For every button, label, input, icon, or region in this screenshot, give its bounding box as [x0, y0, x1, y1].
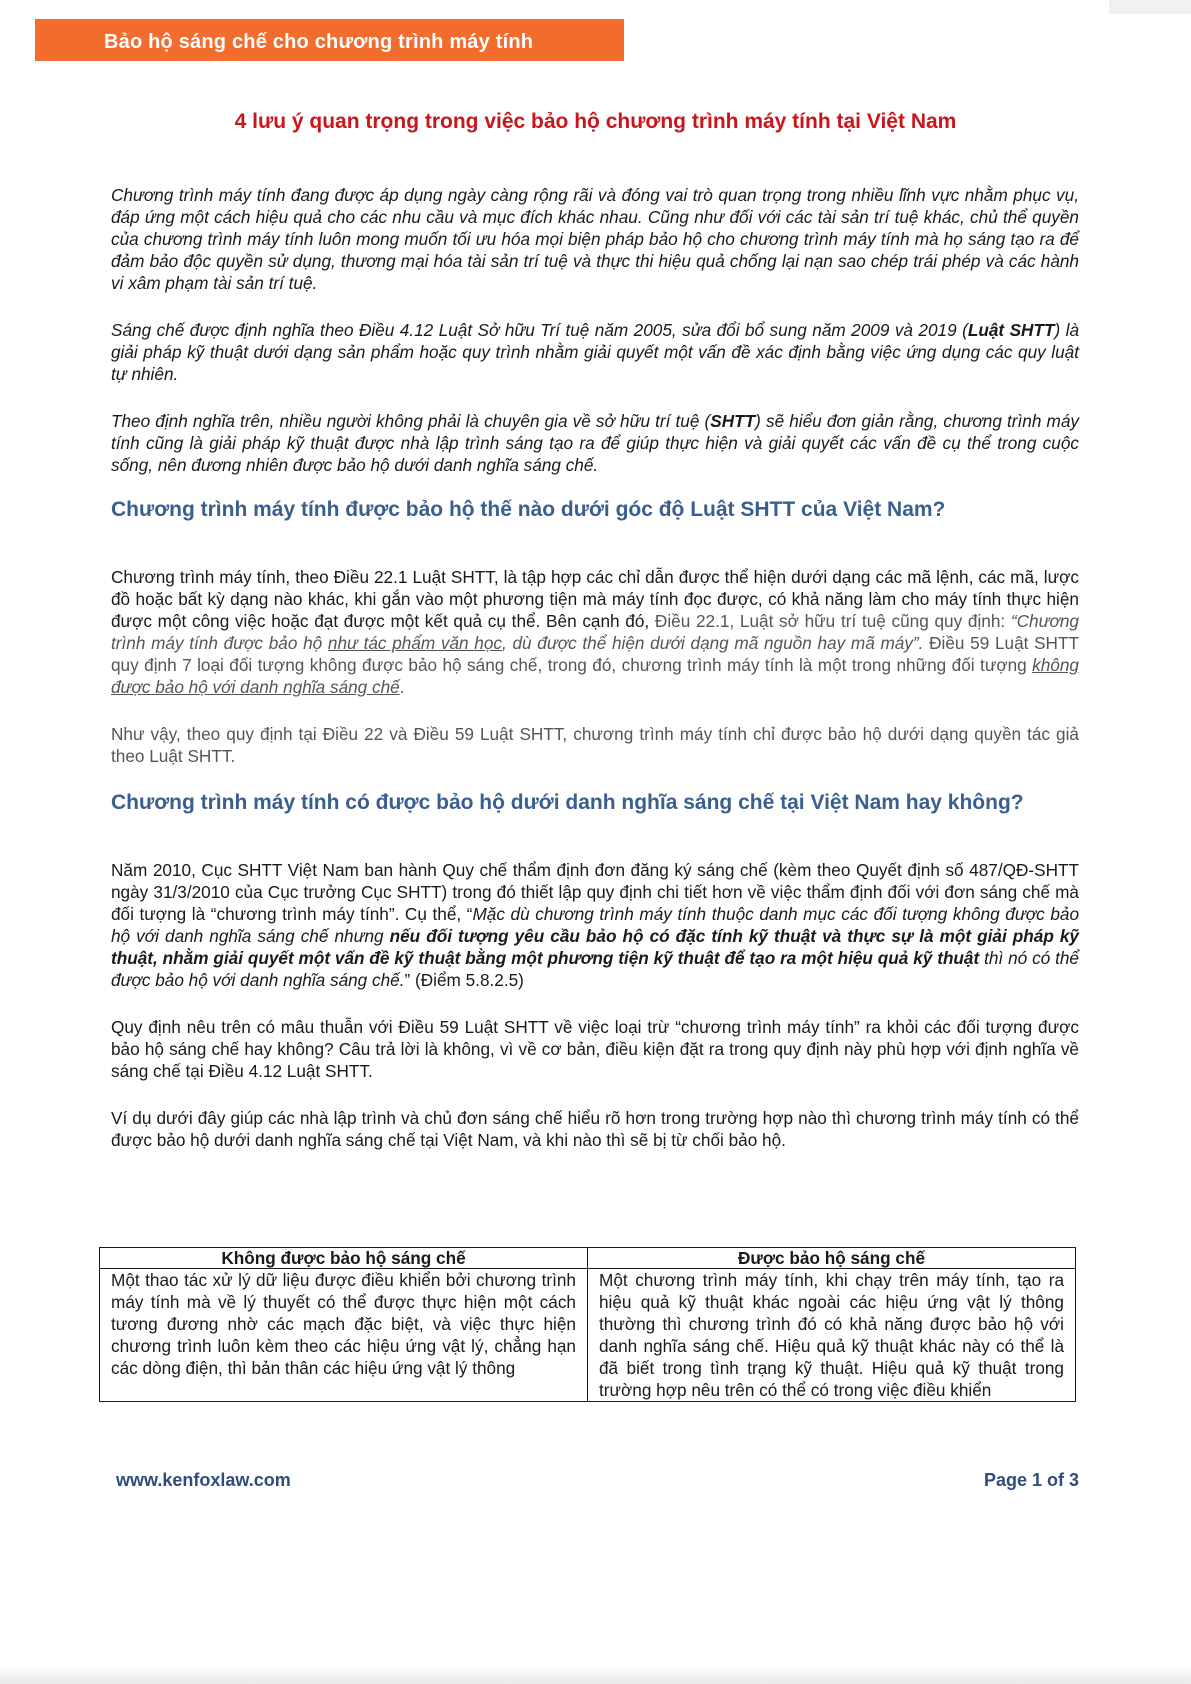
table-header-not-protected: Không được bảo hộ sáng chế [100, 1248, 588, 1269]
s1-p1-quote-underlined: như tác phẩm văn học [327, 633, 502, 653]
intro-p2-text-c: ) là giải pháp kỹ thuật dưới dạng sản phẩm hoặc quy trình nhằm giải quyết một vấn đề xác định bằng việc ứng dụng các quy luật tự nhiên. [111, 320, 1079, 384]
table-header-row [100, 1248, 1076, 1269]
section-2-paragraph-2: Quy định nêu trên có mâu thuẫn với Điều 59 Luật SHTT về việc loại trừ “chương trình máy tính” ra khỏi các đối tượng được bảo hộ sáng chế hay không? Câu trả lời là không, vì về cơ bản, điều kiện đặt ra trong quy định này phù hợp với định nghĩa về sáng chế tại Điều 4.12 Luật SHTT. [111, 1017, 1079, 1081]
s1-p1-text-f: Điều 59 Luật SHTT quy định 7 loại đối tượng không được bảo hộ sáng chế, trong đó, chương trình máy tính là một trong những đối tượng [111, 633, 1079, 675]
section-2-paragraph-3: Ví dụ dưới đây giúp các nhà lập trình và chủ đơn sáng chế hiểu rõ hơn trong trường hợp nào thì chương trình máy tính có thể được bảo hộ dưới danh nghĩa sáng chế tại Việt Nam, và khi nào thì sẽ bị từ chối bảo hộ. [111, 1108, 1079, 1150]
s1-p1-end: . [399, 677, 405, 697]
document-title: 4 lưu ý quan trọng trong việc bảo hộ chương trình máy tính tại Việt Nam [234, 110, 957, 133]
comparison-table [99, 1247, 1076, 1402]
table-header-protected: Được bảo hộ sáng chế [588, 1248, 1076, 1269]
intro-p2-text-a: Sáng chế được định nghĩa theo Điều 4.12 Luật Sở hữu Trí tuệ năm 2005, sửa đổi bổ sung năm 2009 và 2019 ( [111, 320, 968, 340]
page-corner-shade [1109, 0, 1191, 14]
footer-website-link[interactable]: www.kenfoxlaw.com [116, 1470, 291, 1490]
intro-paragraph-2 [111, 319, 1079, 385]
s1-p1-text-a: Chương trình máy tính, theo Điều 22.1 Luật SHTT, là tập hợp các chỉ dẫn được thể hiện dưới dạng các mã lệnh, các mã, lược đồ hoặc bất kỳ dạng nào khác, khi gắn vào một phương tiện mà máy tính đọc được, có khả năng làm cho máy tính thực hiện được một công việc hoặc đạt được một kết quả cụ thể. Bên cạnh đó, [111, 567, 1079, 631]
s2-p1-bold-italic: nếu đối tượng yêu cầu bảo hộ có đặc tính kỹ thuật và thực sự là một giải pháp kỹ thuật, nhằm giải quyết một vấn đề kỹ thuật bằng một phương tiện kỹ thuật để tạo ra một hiệu quả kỹ thuật [111, 926, 1079, 968]
s2-p1-citation: ” (Điểm 5.8.2.5) [404, 970, 524, 990]
section-2-paragraph-1 [111, 859, 1079, 991]
s2-p1-italic: Mặc dù chương trình máy tính thuộc danh mục các đối tượng không được bảo hộ với danh nghĩa sáng chế nhưng [111, 904, 1080, 946]
intro-p3-text-a: Theo định nghĩa trên, nhiều người không phải là chuyên gia về sở hữu trí tuệ ( [111, 411, 711, 431]
document-body [111, 184, 1079, 1176]
table-row [100, 1269, 1076, 1402]
section-1-paragraph-1 [111, 566, 1079, 698]
s2-p1-text-a: Năm 2010, Cục SHTT Việt Nam ban hành Quy chế thẩm định đơn đăng ký sáng chế (kèm theo Quyết định số 487/QĐ-SHTT ngày 31/3/2010 của Cục trưởng Cục SHTT) trong đó thiết lập quy định chi tiết hơn về việc thẩm định đối với đơn sáng chế mà đối tượng là “chương trình máy tính”. Cụ thể, “ [111, 860, 1079, 924]
section-1-paragraph-2: Như vậy, theo quy định tại Điều 22 và Điều 59 Luật SHTT, chương trình máy tính chỉ được bảo hộ dưới dạng quyền tác giả theo Luật SHTT. [111, 724, 1079, 766]
header-banner [35, 19, 624, 61]
s1-p1-quote-end: , dù được thể hiện dưới dạng mã nguồn hay mã máy”. [502, 633, 924, 653]
s1-p1-underlined-phrase: không được bảo hộ với danh nghĩa sáng chế [111, 655, 1079, 697]
footer-page-number: Page 1 of 3 [983, 1470, 1079, 1490]
s2-p1-italic-end: thì nó có thể được bảo hộ với danh nghĩa sáng chế. [111, 948, 1079, 990]
header-banner-text: Bảo hộ sáng chế cho chương trình máy tính [104, 31, 534, 53]
intro-paragraph-1: Chương trình máy tính đang được áp dụng ngày càng rộng rãi và đóng vai trò quan trọng trong nhiều lĩnh vực nhằm phục vụ, đáp ứng một cách hiệu quả cho các nhu cầu và mục đích khác nhau. Cũng như đối với các tài sản trí tuệ khác, chủ thể quyền của chương trình máy tính luôn mong muốn tối ưu hóa mọi biện pháp bảo hộ cho chương trình máy tính mà họ sáng tạo ra để đảm bảo độc quyền sử dụng, thương mại hóa tài sản trí tuệ và thực thi hiệu quả chống lại nạn sao chép trái phép và các hành vi xâm phạm tài sản trí tuệ. [111, 185, 1079, 293]
cell-text-protected: Một chương trình máy tính, khi chạy trên máy tính, tạo ra hiệu quả kỹ thuật khác ngoài các hiệu ứng vật lý thông thường thì chương trình đó có khả năng được bảo hộ với danh nghĩa sáng chế. Hiệu quả kỹ thuật khác này có thể là đã biết trong tình trạng kỹ thuật. Hiệu quả kỹ thuật trong trường hợp nêu trên có thể có trong việc điều khiển [599, 1270, 1064, 1400]
intro-p3-bold: SHTT [710, 411, 756, 431]
s1-p1-text-b: Điều 22.1, Luật sở hữu trí tuệ cũng quy định: [654, 611, 1011, 631]
page-bottom-shade [0, 1666, 1191, 1684]
table-cell-protected [588, 1269, 1076, 1402]
table-cell-not-protected [100, 1269, 588, 1402]
section-1-heading: Chương trình máy tính được bảo hộ thế nào dưới góc độ Luật SHTT của Việt Nam? [111, 498, 946, 521]
section-2-heading: Chương trình máy tính có được bảo hộ dưới danh nghĩa sáng chế tại Việt Nam hay không? [111, 791, 1024, 814]
s1-p1-quote: “Chương trình máy tính được bảo hộ [111, 611, 1079, 653]
intro-p2-bold: Luật SHTT [967, 320, 1055, 340]
intro-paragraph-3 [111, 410, 1079, 476]
cell-text-not-protected: Một thao tác xử lý dữ liệu được điều khiển bởi chương trình máy tính mà về lý thuyết có thể được thực hiện một cách tương đương nhờ các mạch đặc biệt, và việc thực hiện chương trình luôn kèm theo các hiệu ứng vật lý, chẳng hạn các dòng điện, thì bản thân các hiệu ứng vật lý thông [111, 1270, 576, 1378]
intro-p3-text-c: ) sẽ hiểu đơn giản rằng, chương trình máy tính cũng là giải pháp kỹ thuật được nhà lập trình sáng tạo ra để giúp thực hiện và giải quyết các vấn đề cụ thể trong cuộc sống, nên đương nhiên được bảo hộ dưới danh nghĩa sáng chế. [111, 411, 1079, 475]
